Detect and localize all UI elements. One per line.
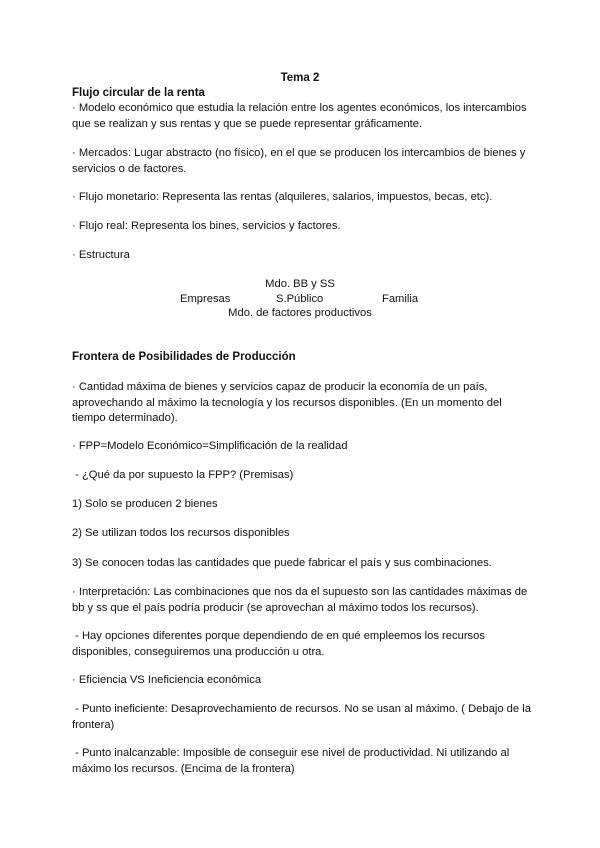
paragraph-flujo-monetario: · Flujo monetario: Representa las rentas (alquileres, salarios, impuestos, becas, etc). bbox=[72, 191, 493, 203]
section-heading-fpp: Frontera de Posibilidades de Producción bbox=[72, 351, 296, 363]
paragraph-punto-ineficiente: - Punto ineficiente: Desaprovechamiento de recursos. No se usan al máximo. ( Debajo de la frontera) bbox=[72, 703, 535, 731]
list-item-premisa-3: 3) Se conocen todas las cantidades que puede fabricar el país y sus combinaciones. bbox=[72, 557, 492, 569]
diagram-label-sector-publico: S.Público bbox=[276, 293, 324, 305]
diagram-label-mdo-bb-ss: Mdo. BB y SS bbox=[265, 278, 335, 290]
list-item-premisa-2: 2) Se utilizan todos los recursos disponibles bbox=[72, 527, 290, 539]
document-title: Tema 2 bbox=[280, 72, 320, 84]
diagram-label-mdo-factores: Mdo. de factores productivos bbox=[228, 307, 372, 319]
paragraph-interpretacion: · Interpretación: Las combinaciones que nos da el supuesto son las cantidades máximas de bb y ss que el país podría producir (se aprovechan al máximo todos los recursos). bbox=[72, 586, 528, 614]
paragraph-modelo-economico: · Modelo económico que estudia la relación entre los agentes económicos, los intercambios que se realizan y sus rentas y que se puede representar gráficamente. bbox=[72, 102, 527, 130]
paragraph-estructura: · Estructura bbox=[72, 249, 130, 261]
diagram-label-familia: Familia bbox=[382, 293, 419, 305]
paragraph-fpp-modelo: · FPP=Modelo Económico=Simplificación de la realidad bbox=[72, 440, 348, 452]
paragraph-premisas: - ¿Qué da por supuesto la FPP? (Premisas) bbox=[72, 469, 294, 481]
paragraph-opciones-diferentes: - Hay opciones diferentes porque dependiendo de en qué empleemos los recursos disponibles, conseguiremos una producción u otra. bbox=[72, 630, 489, 658]
diagram-label-empresas: Empresas bbox=[180, 293, 231, 305]
paragraph-cantidad-maxima: · Cantidad máxima de bienes y servicios capaz de producir la economía de un país, aprovechando al máximo la tecnología y los recursos disponibles. (En un momento del tiempo determinado). bbox=[72, 381, 502, 424]
paragraph-eficiencia: · Eficiencia VS Ineficiencia económica bbox=[72, 674, 262, 686]
paragraph-punto-inalcanzable: - Punto inalcanzable: Imposible de conseguir ese nivel de productividad. Ni utilizando al máximo los recursos. (Encima de la frontera) bbox=[72, 747, 513, 775]
paragraph-flujo-real: · Flujo real: Representa los bines, servicios y factores. bbox=[72, 220, 341, 232]
paragraph-mercados: · Mercados: Lugar abstracto (no físico), en el que se producen los intercambios de bienes y servicios o de factores. bbox=[72, 147, 526, 175]
section-heading-flujo-circular: Flujo circular de la renta bbox=[72, 87, 205, 99]
list-item-premisa-1: 1) Solo se producen 2 bienes bbox=[72, 498, 218, 510]
